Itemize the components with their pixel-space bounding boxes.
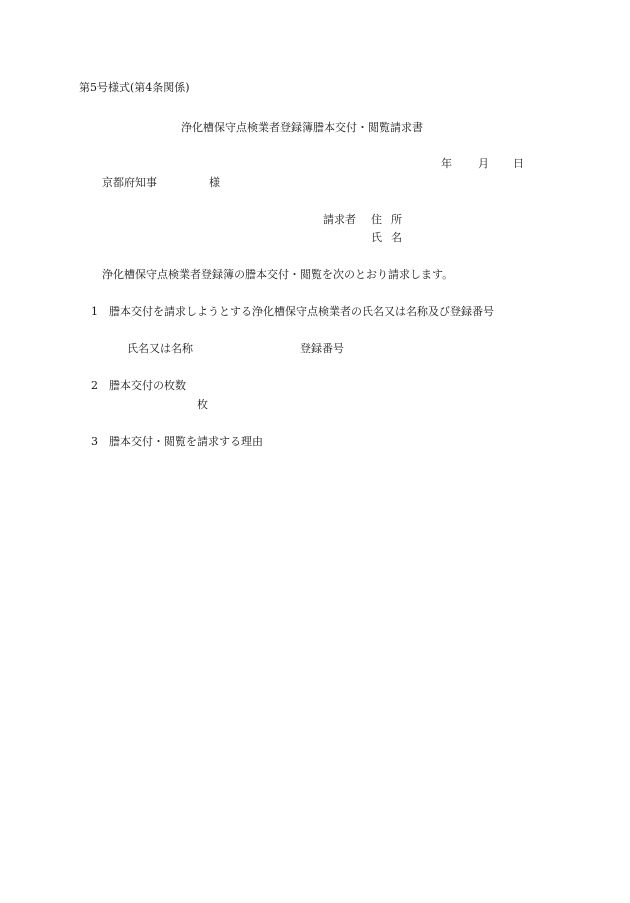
sheets-unit-label: 枚 [197,398,208,411]
item-text-1: 謄本交付を請求しようとする浄化槽保守点検業者の氏名又は名称及び登録番号 [109,305,494,318]
addressee: 京都府知事 [102,176,157,189]
date-year-label: 年 [441,157,452,170]
item-text-3: 謄本交付・閲覧を請求する理由 [109,435,263,448]
request-statement: 浄化槽保守点検業者登録簿の謄本交付・閲覧を次のとおり請求します。 [102,268,454,281]
address-label: 住所 [371,213,411,226]
date-day-label: 日 [513,157,524,170]
item-text-2: 謄本交付の枚数 [109,379,186,392]
item-number-1: 1 [91,305,98,318]
form-number: 第5号様式(第4条関係) [79,81,190,94]
name-or-company-field-label: 氏名又は名称 [127,342,193,355]
honorific: 様 [209,176,220,189]
document-title: 浄化槽保守点検業者登録簿謄本交付・閲覧請求書 [181,121,423,134]
requester-label: 請求者 [323,213,356,226]
registration-number-field-label: 登録番号 [300,342,344,355]
name-label: 氏名 [371,231,411,244]
item-number-3: 3 [91,435,98,448]
date-month-label: 月 [478,157,489,170]
item-number-2: 2 [91,379,98,392]
